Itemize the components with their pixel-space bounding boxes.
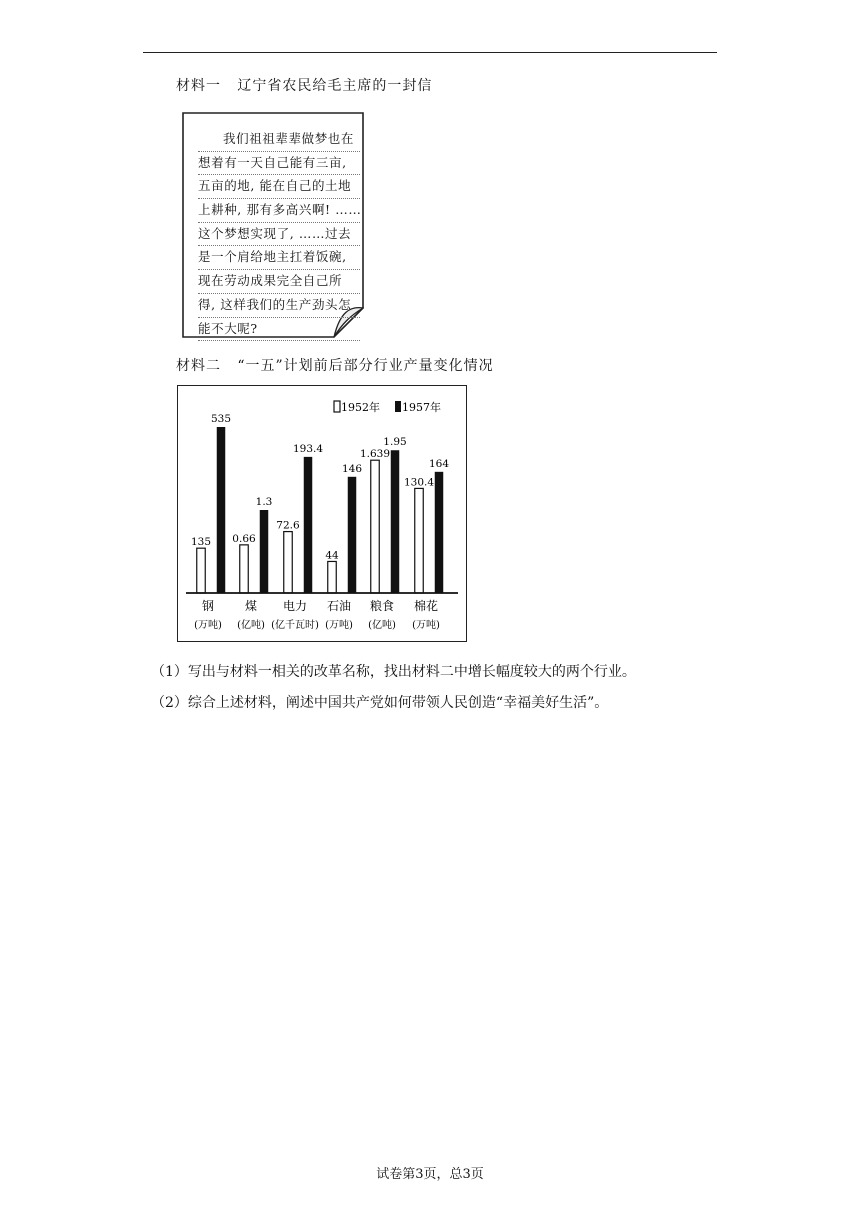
bar-1952 (197, 548, 206, 593)
bar-1957 (304, 457, 313, 593)
data-label-1952: 44 (325, 549, 339, 562)
letter-line: 是一个肩给地主扛着饭碗, (198, 246, 360, 270)
letter-text (198, 128, 360, 341)
letter-line: 得, 这样我们的生产劲头怎 (198, 294, 360, 318)
unit-label: (万吨) (194, 620, 222, 631)
unit-label: (万吨) (412, 620, 440, 631)
category-label: 棉花 (413, 599, 439, 613)
legend-swatch-1952 (334, 401, 340, 412)
data-label-1952: 130.4 (403, 476, 435, 489)
header-rule (143, 52, 717, 53)
letter-line: 五亩的地, 能在自己的土地 (198, 175, 360, 199)
letter-line: 我们祖祖辈辈做梦也在 (198, 128, 360, 152)
material1-title: 材料一 辽宁省农民给毛主席的一封信 (176, 78, 433, 94)
data-label-1957: 535 (210, 413, 232, 425)
bar-chart-svg (178, 386, 466, 641)
bar-1952 (415, 488, 424, 593)
data-label-1957: 193.4 (292, 442, 324, 455)
bar-1957 (391, 450, 400, 593)
bar-1952 (328, 561, 337, 593)
bar-1952 (371, 460, 380, 593)
data-label-1957: 146 (341, 462, 363, 475)
category-label: 煤 (244, 599, 258, 613)
bar-1957 (435, 472, 444, 593)
page-footer: 试卷第3页，总3页 (376, 1167, 484, 1182)
bar-chart (177, 385, 467, 642)
bar-1957 (348, 477, 357, 593)
material2-title: 材料二 “一五”计划前后部分行业产量变化情况 (176, 358, 494, 374)
data-label-1957: 1.3 (255, 496, 273, 508)
bar-1952 (284, 532, 293, 593)
bar-1952 (240, 545, 249, 593)
bar-1957 (260, 510, 269, 593)
legend-swatch-1957 (395, 401, 401, 412)
legend-label-1952: 1952年 (341, 401, 380, 414)
data-label-1952: 72.6 (276, 519, 300, 532)
letter-line: 现在劳动成果完全自己所 (198, 270, 360, 294)
unit-label: (亿吨) (237, 620, 265, 631)
question-2: （2）综合上述材料，阐述中国共产党如何带领人民创造“幸福美好生活”。 (151, 695, 609, 711)
letter-image (182, 112, 364, 338)
letter-line: 想着有一天自己能有三亩, (198, 152, 360, 176)
data-label-1957: 164 (428, 457, 450, 470)
category-label: 粮食 (369, 599, 395, 613)
letter-line: 这个梦想实现了, ……过去 (198, 223, 360, 247)
unit-label: (亿吨) (368, 620, 396, 631)
data-label-1952: 1.639 (359, 448, 391, 461)
unit-label: (万吨) (325, 620, 353, 631)
data-label-1957: 1.95 (383, 436, 407, 449)
question-1: （1）写出与材料一相关的改革名称，找出材料二中增长幅度较大的两个行业。 (151, 664, 636, 680)
category-label: 钢 (201, 599, 215, 613)
bar-1957 (217, 427, 226, 593)
letter-line: 能不大呢? (198, 318, 360, 342)
data-label-1952: 0.66 (232, 532, 256, 545)
unit-label: (亿千瓦时) (271, 620, 319, 631)
letter-line: 上耕种, 那有多高兴啊! …… (198, 199, 360, 223)
category-label: 电力 (282, 599, 308, 613)
legend-label-1957: 1957年 (402, 401, 441, 414)
category-label: 石油 (326, 599, 352, 613)
data-label-1952: 135 (190, 536, 212, 549)
